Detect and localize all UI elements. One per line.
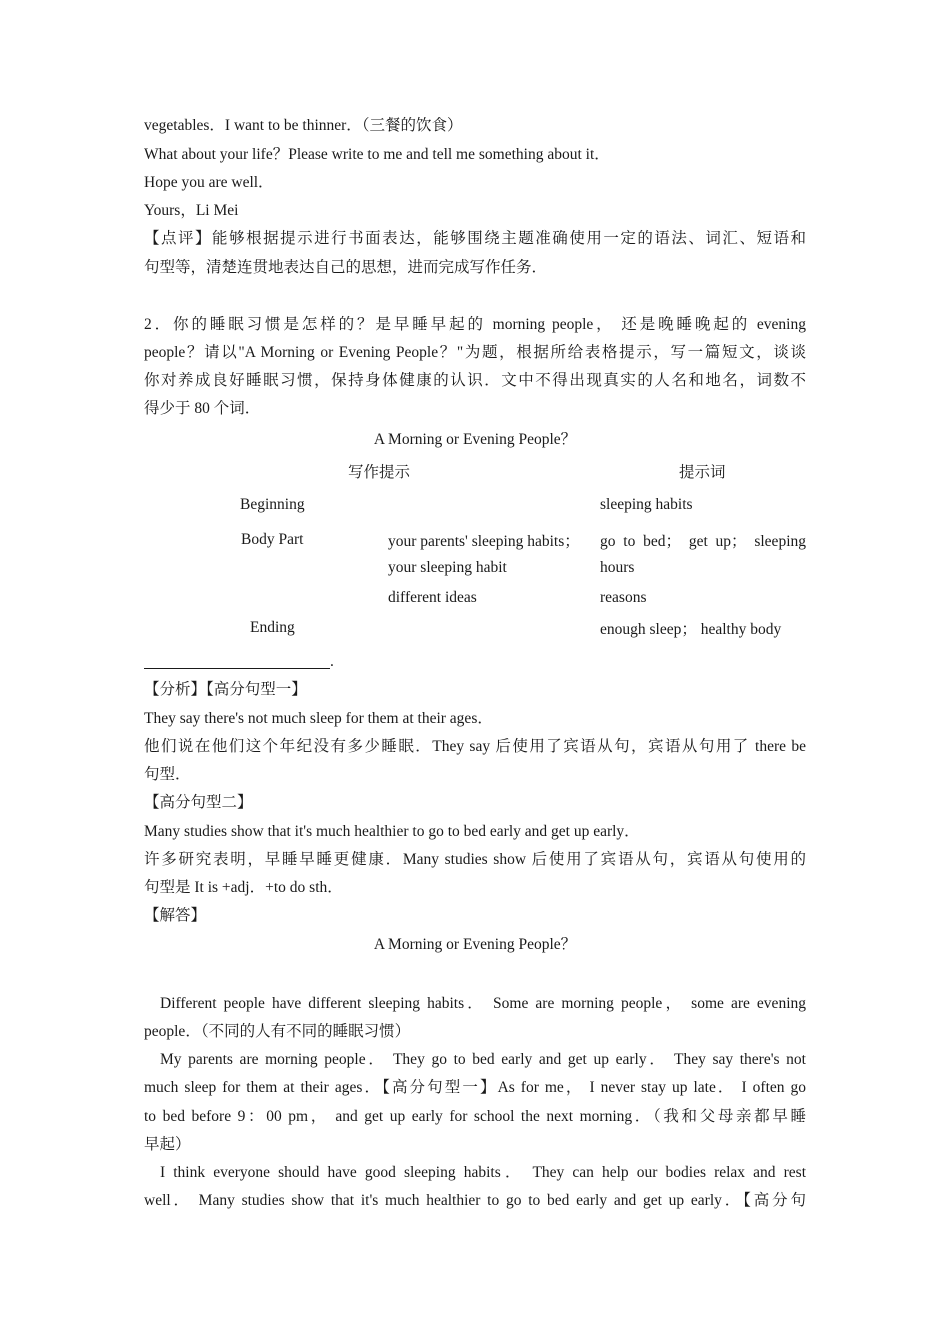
essay-line: I think everyone should have good sleeping habits． They can help our bodies relax and rest	[160, 1164, 806, 1181]
question-line: people？请以"A Morning or Evening People？"为题，根据所给表格提示，写一篇短文，谈谈	[144, 344, 806, 361]
essay-line: Different people have different sleeping habits． Some are morning people， some are evening	[160, 995, 806, 1012]
row-prompt-body: your parents' sleeping habits；	[388, 533, 580, 550]
row-prompt-body: different ideas	[388, 589, 477, 606]
table-header-prompts: 写作提示	[348, 464, 411, 481]
answer-blank	[144, 652, 330, 669]
letter-line: What about your life？Please write to me and tell me something about it．	[144, 146, 610, 163]
table-title: A Morning or Evening People？	[373, 431, 577, 448]
row-words-body: hours	[600, 559, 635, 576]
essay-line: My parents are morning people． They go to bed early and get up early． They say there's not	[160, 1051, 806, 1068]
comment-line: 句型等，清楚连贯地表达自己的思想，进而完成写作任务．	[144, 259, 548, 276]
analysis-line: Many studies show that it's much healthier to go to bed early and get up early．	[144, 823, 640, 840]
row-label-body: Body Part	[241, 531, 304, 548]
table-header-words: 提示词	[679, 464, 726, 481]
row-words-body: go to bed； get up； sleeping	[600, 533, 806, 550]
row-words-body: reasons	[600, 589, 647, 606]
analysis-line: 许多研究表明，早睡早睡更健康．Many studies show 后使用了宾语从句，宾语从句使用的	[144, 851, 806, 868]
letter-signature: Yours，Li Mei	[144, 202, 239, 219]
essay-line: 早起）	[144, 1136, 191, 1153]
analysis-line: They say there's not much sleep for them at their ages．	[144, 710, 493, 727]
letter-line: Hope you are well．	[144, 174, 274, 191]
analysis-line: 句型是 It is +adj．+to do sth．	[144, 879, 343, 896]
analysis-line: 句型．	[144, 766, 191, 783]
row-words-ending: enough sleep； healthy body	[600, 621, 782, 638]
answer-blank-period: .	[330, 653, 334, 670]
question-line: 得少于 80 个词．	[144, 400, 261, 417]
comment-line: 【点评】能够根据提示进行书面表达，能够围绕主题准确使用一定的语法、词汇、短语和	[144, 230, 806, 247]
essay-line: people．（不同的人有不同的睡眠习惯）	[144, 1023, 411, 1040]
essay-line: much sleep for them at their ages．【高分句型一】As for me， I never stay up late． I often go	[144, 1079, 806, 1096]
essay-line: well． Many studies show that it's much healthier to go to bed early and get up early．【高分句	[144, 1192, 806, 1209]
essay-line: to bed before 9：00 pm， and get up early for school the next morning．（我和父母亲都早睡	[144, 1108, 806, 1125]
row-label-beginning: Beginning	[240, 496, 305, 513]
question-line: 你对养成良好睡眠习惯，保持身体健康的认识．文中不得出现真实的人名和地名，词数不	[144, 372, 806, 389]
question-line: 2．你的睡眠习惯是怎样的？是早睡早起的 morning people， 还是晚睡晚起的 evening	[144, 316, 806, 333]
analysis-line: 【高分句型二】	[144, 794, 253, 811]
analysis-line: 【分析】【高分句型一】	[144, 681, 307, 698]
essay-title: A Morning or Evening People？	[373, 936, 577, 953]
row-words-beginning: sleeping habits	[600, 496, 693, 513]
letter-line: vegetables．I want to be thinner．（三餐的饮食）	[144, 117, 463, 134]
analysis-line: 【解答】	[144, 907, 207, 924]
row-label-ending: Ending	[250, 619, 295, 636]
row-prompt-body: your sleeping habit	[388, 559, 507, 576]
analysis-line: 他们说在他们这个年纪没有多少睡眠．They say 后使用了宾语从句，宾语从句用了 there be	[144, 738, 806, 755]
